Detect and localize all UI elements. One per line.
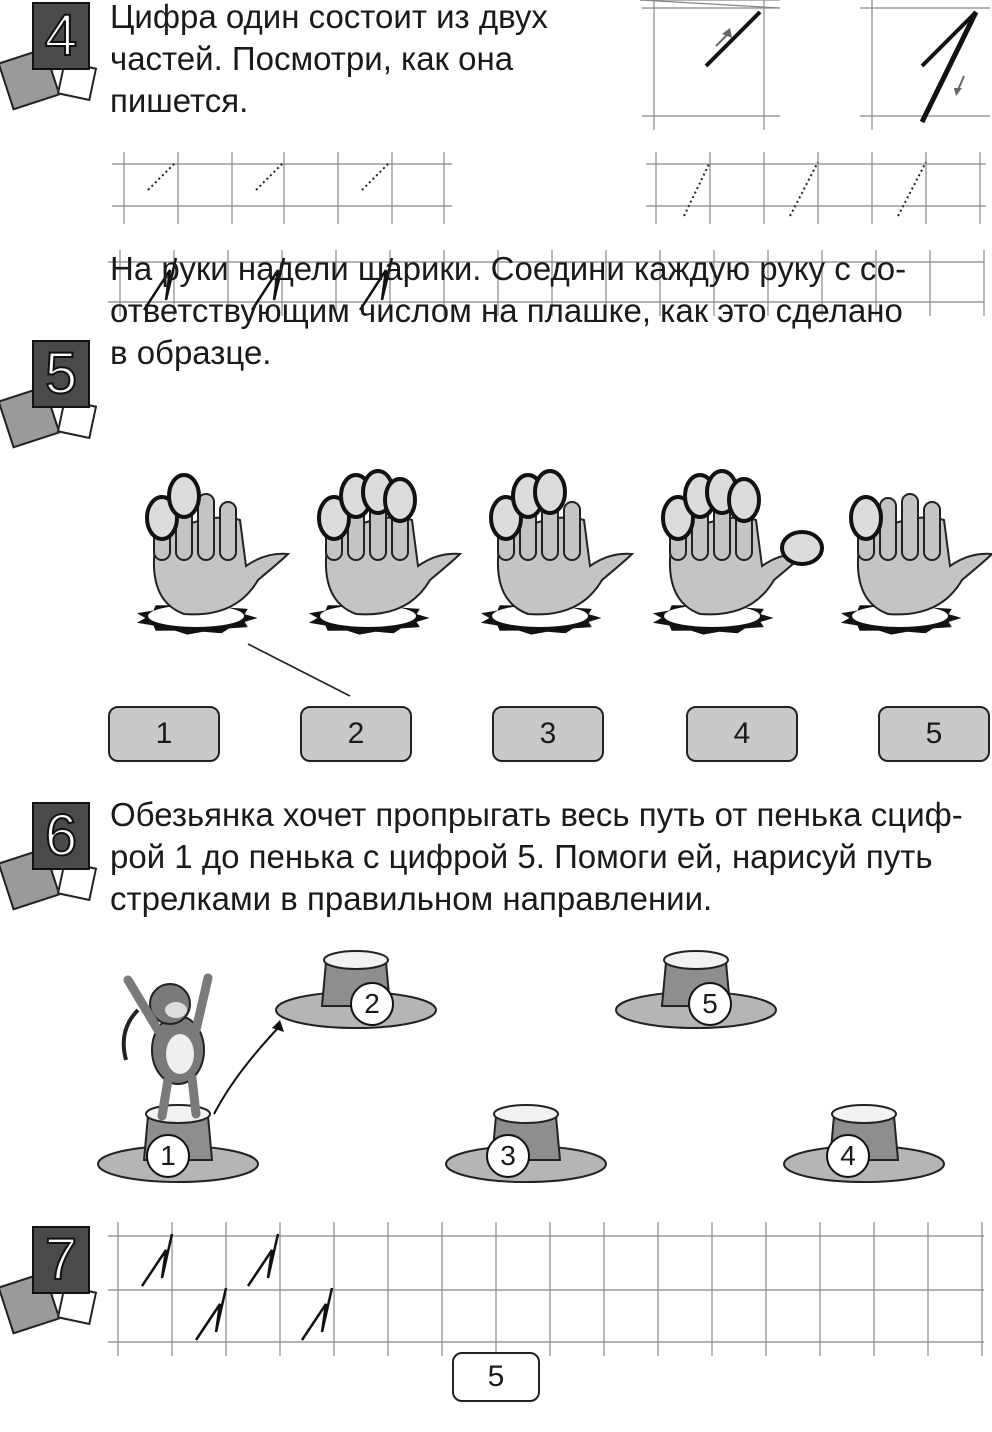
stump-label-1[interactable]: 1 bbox=[146, 1134, 190, 1178]
number-plate-3[interactable]: 3 bbox=[492, 706, 604, 762]
text-line: ответствующим числом на плашке, как это сделано bbox=[110, 292, 903, 329]
number-plate-5[interactable]: 5 bbox=[878, 706, 990, 762]
task-number: 5 bbox=[32, 340, 90, 408]
text-line: частей. Посмотри, как она bbox=[110, 40, 514, 77]
task-7-badge bbox=[2, 1226, 112, 1336]
text-line: в образце. bbox=[110, 334, 272, 371]
stump-label-3[interactable]: 3 bbox=[486, 1134, 530, 1178]
text-line: На руки надели шарики. Соедини каждую руку с со- bbox=[110, 250, 907, 287]
stump-label-4[interactable]: 4 bbox=[826, 1134, 870, 1178]
stump-label-5[interactable]: 5 bbox=[688, 982, 732, 1026]
text-line: пишется. bbox=[110, 82, 249, 119]
text-line: Цифра один состоит из двух bbox=[110, 0, 548, 35]
number-plate-1[interactable]: 1 bbox=[108, 706, 220, 762]
number-plate-2[interactable]: 2 bbox=[300, 706, 412, 762]
text-line: Обезьянка хочет пропрыгать весь путь от пенька сциф- bbox=[110, 796, 963, 833]
task-number: 4 bbox=[32, 2, 90, 70]
stump-label-2[interactable]: 2 bbox=[350, 982, 394, 1026]
task-number: 6 bbox=[32, 802, 90, 870]
task-number: 7 bbox=[32, 1226, 90, 1294]
number-plate-4[interactable]: 4 bbox=[686, 706, 798, 762]
page-number: 5 bbox=[452, 1352, 540, 1402]
text-line: рой 1 до пенька с цифрой 5. Помоги ей, нарисуй путь bbox=[110, 838, 933, 875]
text-line: стрелками в правильном направлении. bbox=[110, 880, 713, 917]
monkey-illustration bbox=[124, 978, 208, 1116]
